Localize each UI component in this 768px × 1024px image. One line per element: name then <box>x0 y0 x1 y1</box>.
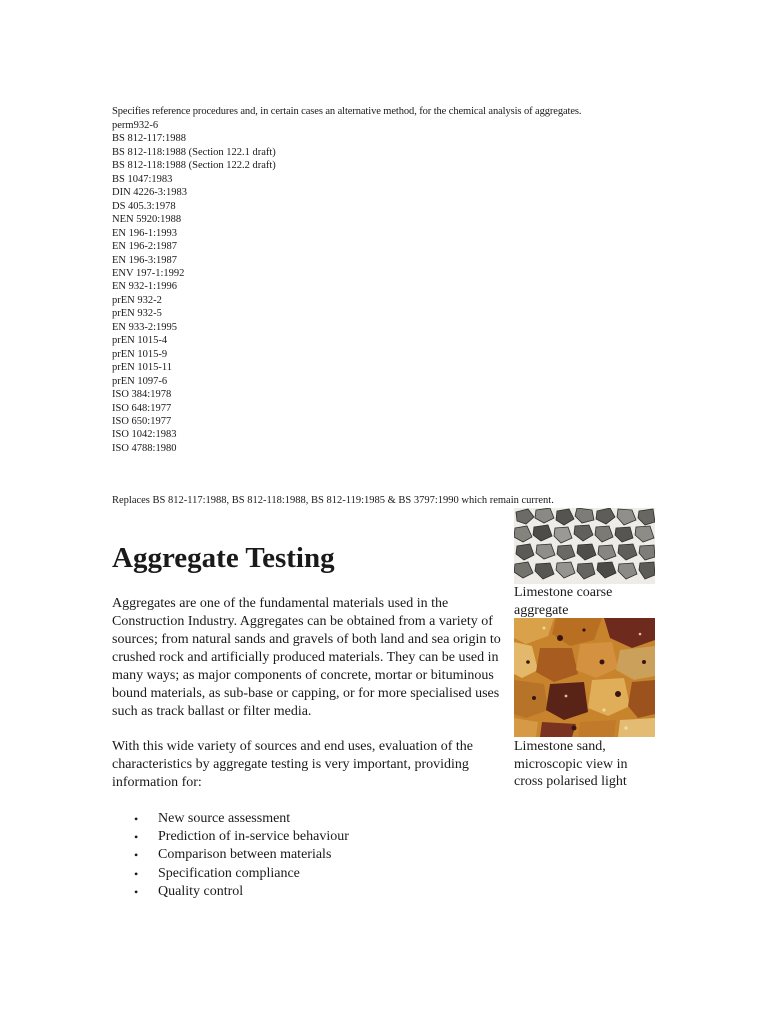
list-item-text: Comparison between materials <box>158 847 332 863</box>
limestone-sand-micrograph-photo <box>514 618 655 737</box>
standard-item: EN 196-2:1987 <box>112 241 178 253</box>
bullet-icon: • <box>134 848 139 863</box>
evaluation-paragraph: With this wide variety of sources and end uses, evaluation of the characteristics by aggregate testing is very important, providing information for: <box>112 739 474 790</box>
standard-item: EN 196-3:1987 <box>112 254 178 266</box>
standard-item: ENV 197-1:1992 <box>112 267 185 279</box>
standard-item: prEN 1015-9 <box>112 348 168 360</box>
standard-item: DS 405.3:1978 <box>112 200 176 212</box>
limestone-coarse-aggregate-photo <box>514 508 655 584</box>
list-item <box>134 810 349 828</box>
uses-list <box>134 810 349 901</box>
list-item-text: Quality control <box>158 883 244 899</box>
standard-item: EN 932-1:1996 <box>112 281 178 293</box>
standard-item: NEN 5920:1988 <box>112 214 182 226</box>
list-item-text: New source assessment <box>158 811 291 826</box>
intro-text: Specifies reference procedures and, in certain cases an alternative method, for the chemical analysis of aggregates. <box>112 105 582 117</box>
standard-item: BS 812-118:1988 (Section 122.1 draft) <box>112 146 276 158</box>
standard-item: ISO 384:1978 <box>112 389 172 401</box>
list-item-text: Prediction of in-service behaviour <box>158 829 349 845</box>
standard-item: ISO 648:1977 <box>112 402 172 414</box>
photo-caption: Limestone coarse aggregate <box>514 585 613 618</box>
standards-list <box>112 119 276 455</box>
standard-item: ISO 650:1977 <box>112 415 172 427</box>
standard-item: ISO 4788:1980 <box>112 442 177 454</box>
standard-item: prEN 1097-6 <box>112 375 168 387</box>
list-item <box>134 883 349 901</box>
replaces-note: Replaces BS 812-117:1988, BS 812-118:1988, BS 812-119:1985 & BS 3797:1990 which remain current. <box>112 494 554 506</box>
standard-item: EN 933-2:1995 <box>112 321 178 333</box>
standard-item: prEN 1015-4 <box>112 335 168 347</box>
photo-caption: Limestone sand, microscopic view in cross polarised light <box>514 739 628 789</box>
intro-paragraph: Aggregates are one of the fundamental materials used in the Construction Industry. Aggregates can be obtained from a variety of sources; from natural sands and gravels of both land and sea origin to crushed rock and artificially produced materials. They can be used in many ways; as major components of concrete, mortar or bituminous bound materials, as sub-base or capping, or for more specialised uses such as track ballast or filter media. <box>112 596 501 719</box>
standard-item: prEN 932-2 <box>112 294 162 306</box>
standard-item: BS 812-118:1988 (Section 122.2 draft) <box>112 160 276 172</box>
bullet-icon: • <box>134 830 139 845</box>
standard-item: BS 812-117:1988 <box>112 133 186 145</box>
list-item <box>134 865 349 883</box>
standard-item: DIN 4226-3:1983 <box>112 187 187 199</box>
list-item <box>134 828 349 846</box>
standard-item: prEN 1015-11 <box>112 362 172 374</box>
standard-item: prEN 932-5 <box>112 308 162 320</box>
bullet-icon: • <box>134 884 139 899</box>
page-heading: Aggregate Testing <box>112 542 335 574</box>
bullet-icon: • <box>134 812 139 826</box>
list-item-text: Specification compliance <box>158 865 300 881</box>
standard-item: ISO 1042:1983 <box>112 429 177 441</box>
standard-item: BS 1047:1983 <box>112 173 173 185</box>
standard-item: perm932-6 <box>112 120 159 131</box>
list-item <box>134 846 349 864</box>
standard-item: EN 196-1:1993 <box>112 227 178 239</box>
bullet-icon: • <box>134 866 139 881</box>
